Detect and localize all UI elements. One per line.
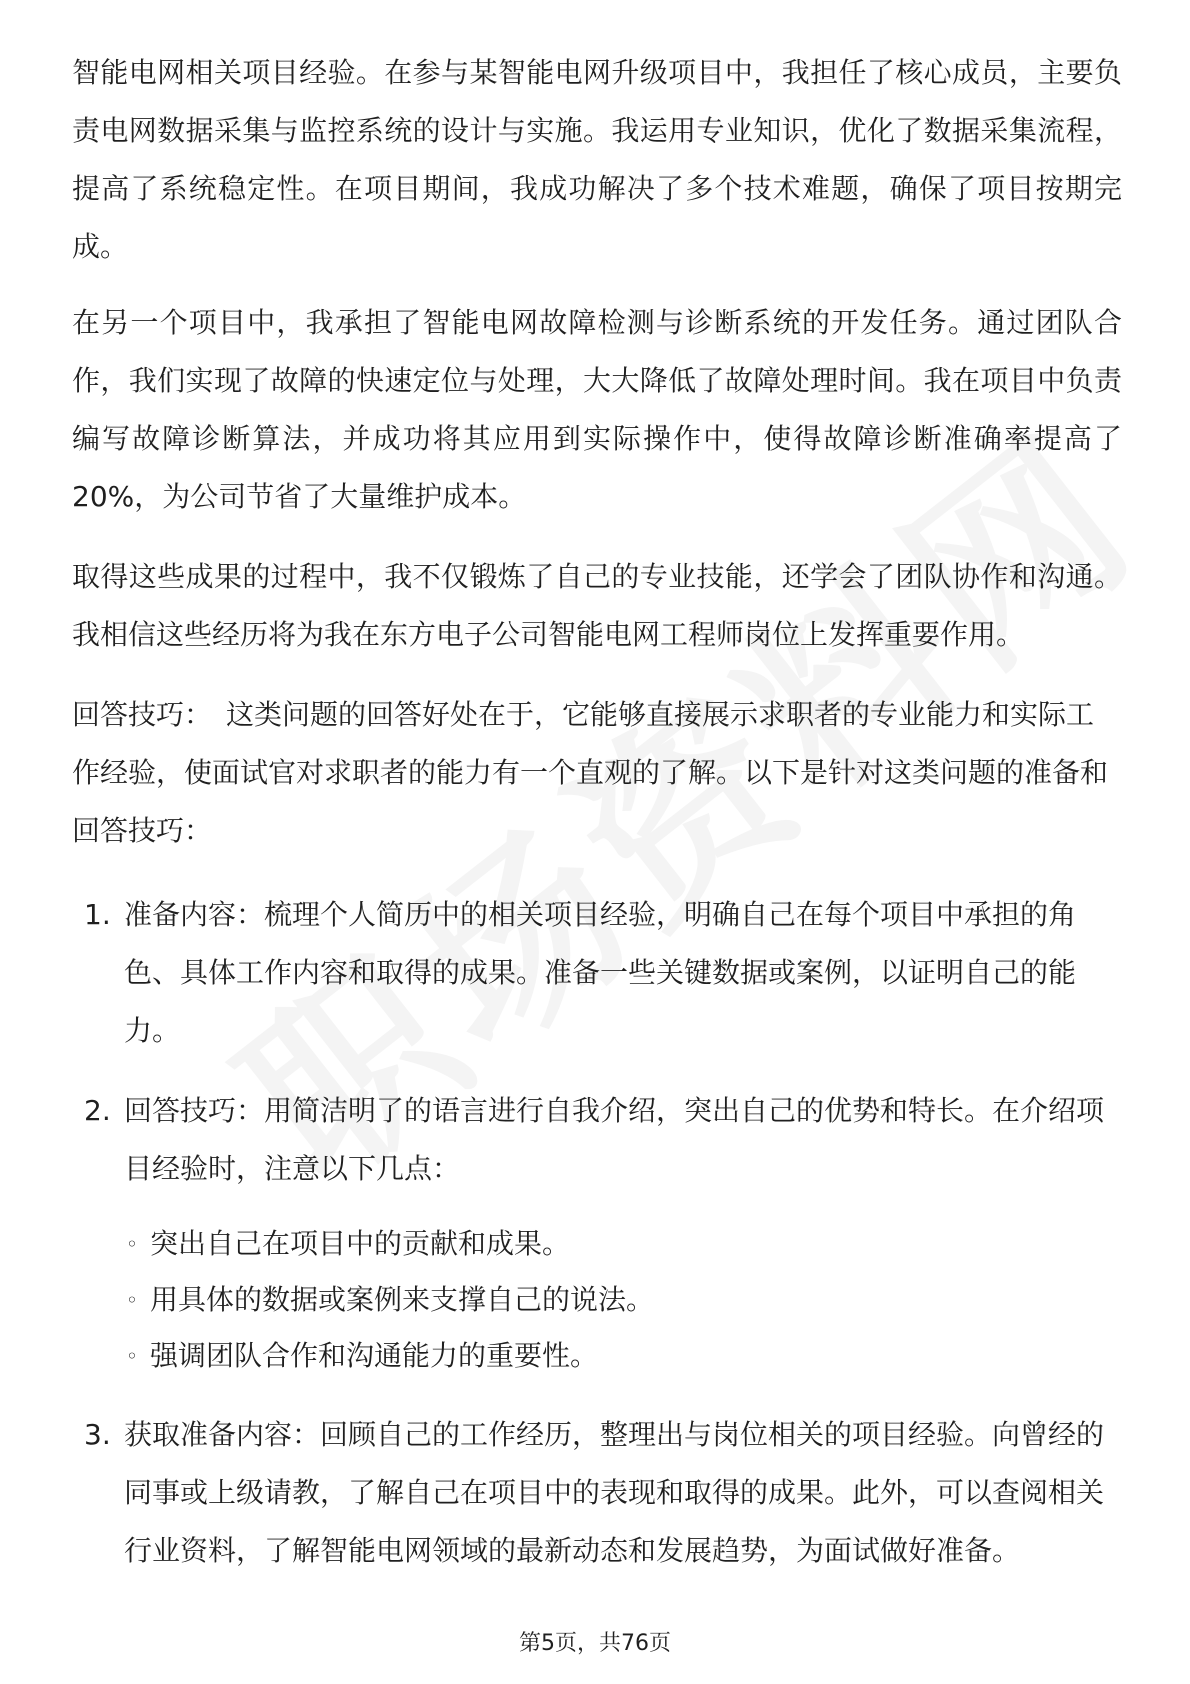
sub-item-text: 强调团队合作和沟通能力的重要性。 — [150, 1339, 599, 1372]
sub-item-text: 用具体的数据或案例来支撑自己的说法。 — [150, 1283, 655, 1316]
step-text: 获取准备内容：回顾自己的工作经历，整理出与岗位相关的项目经验。向曾经的同事或上级请教，了解自己在项目中的表现和取得的成果。此外，可以查阅相关行业资料，了解智能电网领域的最新动态和发展趋势，为面试做好准备。 — [124, 1418, 1105, 1567]
answer-tips-paragraph — [72, 686, 1122, 860]
document-body — [72, 44, 1122, 1602]
sub-list-item — [124, 1328, 1122, 1384]
sub-list-item — [124, 1216, 1122, 1272]
paragraph-2: 在另一个项目中，我承担了智能电网故障检测与诊断系统的开发任务。通过团队合作，我们实现了故障的快速定位与处理，大大降低了故障处理时间。我在项目中负责编写故障诊断算法，并成功将其应用到实际操作中，使得故障诊断准确率提高了20%，为公司节省了大量维护成本。 — [72, 306, 1122, 513]
step-number: 1. — [84, 898, 111, 931]
answer-tips-label: 回答技巧： — [72, 698, 213, 731]
step-number: 2. — [84, 1094, 111, 1127]
answer-tips-text: 这类问题的回答好处在于，它能够直接展示求职者的专业能力和实际工作经验，使面试官对求职者的能力有一个直观的了解。以下是针对这类问题的准备和回答技巧： — [72, 698, 1109, 847]
page-number-footer: 第5页，共76页 — [519, 1631, 671, 1656]
sub-list — [124, 1216, 1122, 1384]
step-text: 回答技巧：用简洁明了的语言进行自我介绍，突出自己的优势和特长。在介绍项目经验时，注意以下几点： — [124, 1094, 1105, 1185]
sub-list-item — [124, 1272, 1122, 1328]
sub-item-text: 突出自己在项目中的贡献和成果。 — [150, 1227, 571, 1260]
step-number: 3. — [84, 1418, 111, 1451]
bullet-circle-icon: ◦ — [126, 1288, 138, 1312]
list-item — [72, 886, 1122, 1060]
paragraph-3: 取得这些成果的过程中，我不仅锻炼了自己的专业技能，还学会了团队协作和沟通。我相信这些经历将为我在东方电子公司智能电网工程师岗位上发挥重要作用。 — [72, 560, 1122, 651]
steps-list — [72, 886, 1122, 1580]
bullet-circle-icon: ◦ — [126, 1344, 138, 1368]
bullet-circle-icon: ◦ — [126, 1232, 138, 1256]
paragraph-1: 智能电网相关项目经验。在参与某智能电网升级项目中，我担任了核心成员，主要负责电网数据采集与监控系统的设计与实施。我运用专业知识，优化了数据采集流程，提高了系统稳定性。在项目期间，我成功解决了多个技术难题，确保了项目按期完成。 — [72, 56, 1122, 263]
list-item — [72, 1406, 1122, 1580]
step-text: 准备内容：梳理个人简历中的相关项目经验，明确自己在每个项目中承担的角色、具体工作内容和取得的成果。准备一些关键数据或案例，以证明自己的能力。 — [124, 898, 1077, 1047]
list-item — [72, 1082, 1122, 1384]
